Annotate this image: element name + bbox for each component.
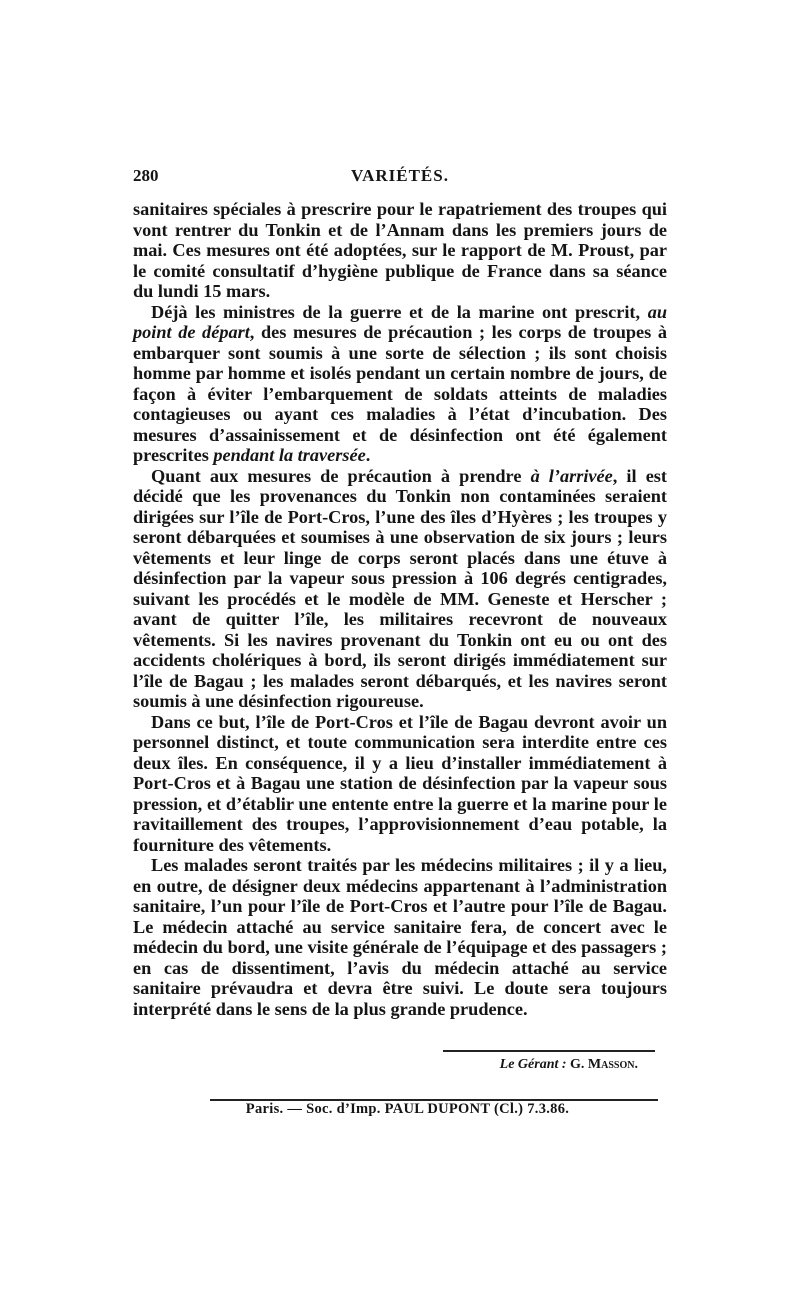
paragraph-2-emphasis-2: pendant la traversée	[213, 445, 366, 465]
paragraph-2	[133, 302, 667, 466]
paragraph-3-text-b: , il est décidé que les provenances du Tonkin non contaminées seraient dirigées sur l’île de Port-Cros, l’une des îles d’Hyères ; les troupes y seront débarquées et soumises à une observation de six jours ; leurs vêtements et leur linge de corps seront placés dans une étuve à désinfection par la vapeur sous pression à 106 degrés centigrades, suivant les procédés et le modèle de MM. Geneste et Herscher ; avant de quitter l’île, les militaires recevront de nouveaux vêtements. Si les navires provenant du Tonkin ont eu ou ont des accidents cholériques à bord, ils seront dirigés immédiatement sur l’île de Bagau ; les malades seront débarqués, et les navires seront soumis à une désinfection rigoureuse.	[133, 465, 668, 711]
running-title: VARIÉTÉS.	[351, 166, 449, 185]
paragraph-3	[133, 466, 667, 712]
signature-rule	[443, 1050, 655, 1052]
signature	[443, 1057, 638, 1073]
article-body	[133, 199, 667, 1019]
paragraph-4: Dans ce but, l’île de Port-Cros et l’île de Bagau devront avoir un personnel distinct, et toute communication sera interdite entre ces deux îles. En conséquence, il y a lieu d’installer immédiatement à Port-Cros et à Bagau une station de désinfection par la vapeur sous pression, et d’établir une entente entre la guerre et la marine pour le ravitaillement des troupes, l’approvisionnement d’eau potable, la fourniture des vêtements.	[133, 711, 667, 855]
paragraph-2-emphasis-1: au point de départ	[133, 301, 667, 342]
paragraph-2-text-a: Déjà les ministres de la guerre et de la marine ont prescrit,	[151, 301, 648, 322]
page-header	[133, 166, 667, 190]
paragraph-3-emphasis: à l’arrivée	[530, 465, 613, 486]
printer-imprint: Paris. — Soc. d’Imp. PAUL DUPONT (Cl.) 7.3.86.	[245, 1101, 570, 1117]
signature-label: Le Gérant :	[499, 1057, 567, 1072]
page-number: 280	[133, 166, 159, 185]
signature-name: G. Masson.	[570, 1057, 638, 1072]
paragraph-5: Les malades seront traités par les médecins militaires ; il y a lieu, en outre, de désigner deux médecins appartenant à l’administration sanitaire, l’un pour l’île de Port-Cros et l’autre pour l’île de Bagau. Le médecin attaché au service sanitaire fera, de concert avec le médecin du bord, une visite générale de l’équipage et des passagers ; en cas de dissentiment, l’avis du médecin attaché au service sanitaire prévaudra et devra être suivi. Le doute sera toujours interprété dans le sens de la plus grande prudence.	[133, 855, 667, 1019]
paragraph-2-text-b: , des mesures de précaution ; les corps de troupes à embarquer sont soumis à une sorte de sélection ; ils sont choisis homme par homme et isolés pendant un certain nombre de jours, de façon à éviter l’embarquement de soldats atteints de maladies contagieuses ou ayant ces maladies à l’état d’incubation. Des mesures d’assainissement et de désinfection ont été également prescrites	[133, 322, 668, 465]
paragraph-2-text-c: .	[365, 445, 371, 465]
paragraph-3-text-a: Quant aux mesures de précaution à prendre	[151, 465, 531, 486]
paragraph-1: sanitaires spéciales à prescrire pour le rapatriement des troupes qui vont rentrer du Tonkin et de l’Annam dans les premiers jours de mai. Ces mesures ont été adoptées, sur le rapport de M. Proust, par le comité consultatif d’hygiène publique de France dans sa séance du lundi 15 mars.	[133, 199, 667, 301]
